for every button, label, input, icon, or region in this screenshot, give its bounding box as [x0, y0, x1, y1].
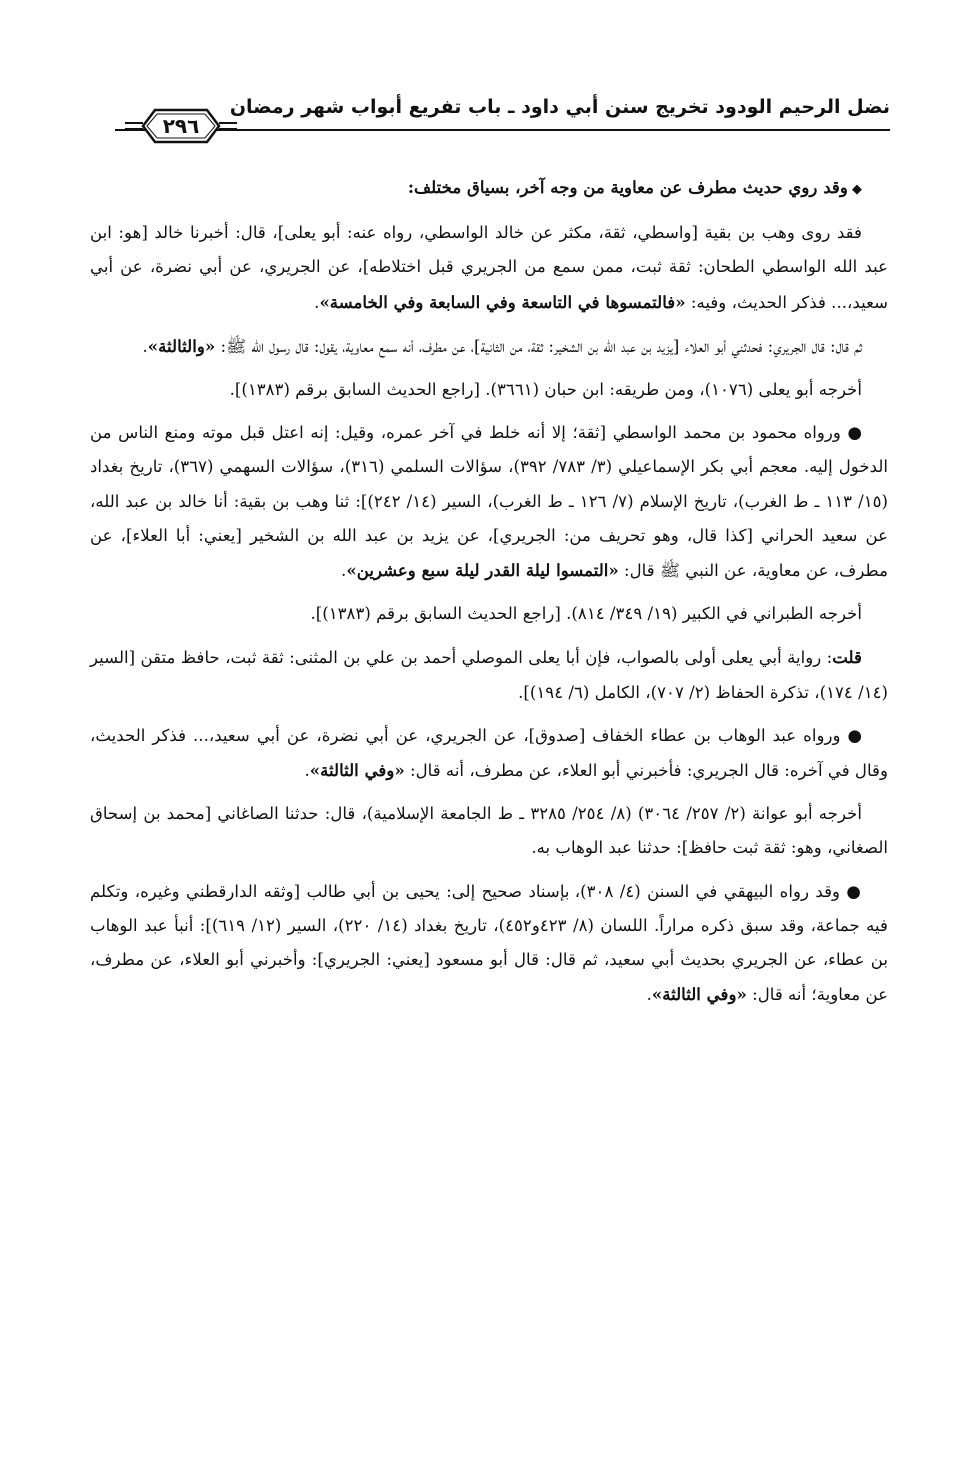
hadith-quote: «وفي الثالثة»: [651, 984, 747, 1005]
hadith-quote: «وفي الثالثة»: [309, 760, 405, 781]
paragraph: [90, 216, 888, 320]
running-header: [115, 92, 890, 138]
hadith-quote: «فالتمسوها في التاسعة وفي السابعة وفي الخامسة»: [319, 291, 686, 312]
paragraph: [90, 797, 888, 865]
punctuation: .: [142, 336, 148, 356]
paragraph-text: ● ورواه محمود بن محمد الواسطي [ثقة؛ إلا أنه خلط في آخر عمره، وقيل: إنه اعتل قبل موته ومنع الناس من الدخول إليه. معجم أبي بكر الإسماعيلي (٣/ ٧٨٣/ ٣٩٢)، سؤالات السلمي (٣١٦)، سؤالات السهمي (٣٦٧)، تاريخ بغداد (١٥/ ١١٣ ـ ط الغرب)، تاريخ الإسلام (٧/ ١٢٦ ـ ط الغرب)، السير (١٤/ ٢٤٢)]: ثنا وهب بن بقية: أنا خالد بن عبد الله، عن سعيد الحراني [كذا قال، وهو تحريف من: الجريري]، عن يزيد بن عبد الله بن الشخير [يعني: أبا العلاء]، عن مطرف، عن معاوية، عن النبي ﷺ قال:: [90, 423, 889, 581]
hadith-quote: «والثالثة»: [147, 335, 216, 356]
paragraph: [90, 597, 888, 631]
paragraph: [90, 640, 888, 709]
page-number: ٢٩٦: [162, 114, 200, 138]
paragraph: [90, 719, 888, 788]
paragraph-text: أخرجه أبو يعلى (١٠٧٦)، ومن طريقه: ابن حبان (٣٦٦١). [راجع الحديث السابق برقم (١٣٨٣)].: [229, 380, 862, 400]
hadith-quote: «التمسوا ليلة القدر ليلة سبع وعشرين»: [346, 560, 619, 581]
punctuation: .: [314, 292, 320, 312]
paragraph-text: ● ورواه عبد الوهاب بن عطاء الخفاف [صدوق]، عن الجريري، عن أبي نضرة، عن أبي سعيد،... فذكر الحديث، وقال في آخره: قال الجريري: فأخبرني أبو العلاء، عن مطرف، أنه قال:: [90, 725, 888, 781]
punctuation: .: [341, 561, 347, 581]
paragraph: [90, 875, 888, 1013]
paragraph: [90, 170, 888, 207]
bold-text: وقد روي حديث مطرف عن معاوية من وجه آخر، بسياق مختلف:: [407, 177, 848, 197]
punctuation: .: [304, 761, 310, 781]
body-text: [90, 170, 888, 1021]
diamond-bullet-icon: ◆: [847, 182, 862, 197]
header-title: نضل الرحيم الودود تخريج سنن أبي داود ـ باب تفريع أبواب شهر رمضان: [229, 96, 890, 118]
paragraph: [90, 416, 888, 588]
paragraph-text: ثم قال: قال الجريري: فحدثني أبو العلاء [يزيد بن عبد الله بن الشخير: ثقة، من الثانية]، عن مطرف، أنه سمع معاوية، يقول: قال رسول الله ﷺ:: [215, 336, 862, 356]
page-number-badge: [125, 106, 237, 146]
paragraph-text: : رواية أبي يعلى أولى بالصواب، فإن أبا يعلى الموصلي أحمد بن علي بن المثنى: ثقة ثبت، حافظ متقن [السير (١٤/ ١٧٤)، تذكرة الحفاظ (٢/ ٧٠٧)، الكامل (٦/ ١٩٤)].: [90, 648, 888, 702]
bold-lead: قلت: [832, 647, 862, 668]
paragraph: [90, 373, 888, 407]
paragraph: [90, 329, 888, 364]
punctuation: .: [646, 985, 652, 1005]
paragraph-text: ● وقد رواه البيهقي في السنن (٤/ ٣٠٨)، بإسناد صحيح إلى: يحيى بن أبي طالب [وثقه الدارقطني وغيره، وتكلم فيه جماعة، وقد سبق ذكره مراراً. اللسان (٨/ ٤٢٣و٤٥٢)، تاريخ بغداد (١٤/ ٢٢٠)، السير (١٢/ ٦١٩)]: أنبأ عبد الوهاب بن عطاء، عن الجريري بحديث أبي سعيد، ثم قال: قال أبو مسعود [يعني: الجريري]: وأخبرني أبو العلاء، عن مطرف، عن معاوية؛ أنه قال:: [90, 881, 888, 1005]
paragraph-text: أخرجه الطبراني في الكبير (١٩/ ٣٤٩/ ٨١٤). [راجع الحديث السابق برقم (١٣٨٣)].: [310, 604, 862, 624]
paragraph-text: فقد روى وهب بن بقية [واسطي، ثقة، مكثر عن خالد الواسطي، رواه عنه: أبو يعلى]، قال: أخبرنا خالد [هو: ابن عبد الله الواسطي الطحان: ثقة ثبت، ممن سمع من الجريري قبل اختلاطه]، عن الجريري، عن أبي نضرة، عن أبي سعيد،... فذكر الحديث، وفيه:: [90, 223, 888, 312]
paragraph-text: أخرجه أبو عوانة (٢/ ٢٥٧/ ٣٠٦٤) (٨/ ٢٥٤/ ٣٢٨٥ ـ ط الجامعة الإسلامية)، قال: حدثنا الصاغاني [محمد بن إسحاق الصغاني، وهو: ثقة ثبت حافظ]: حدثنا عبد الوهاب به.: [90, 804, 888, 858]
